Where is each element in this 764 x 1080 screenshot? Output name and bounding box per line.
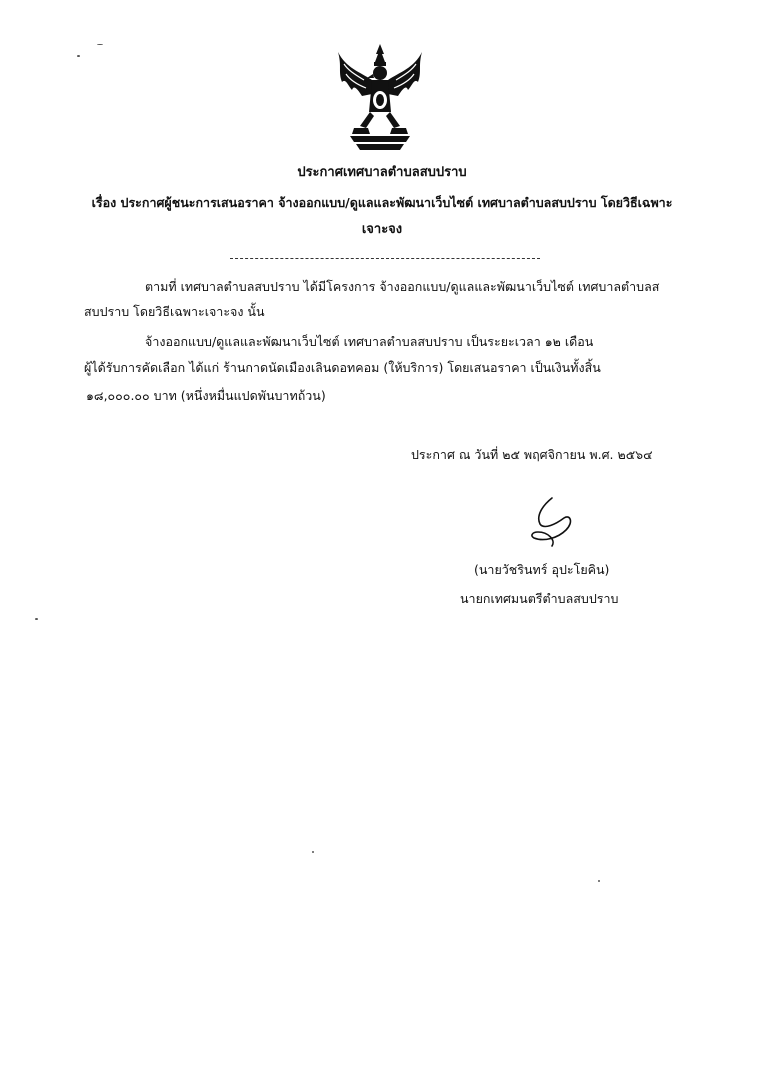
scan-speck (312, 851, 314, 853)
org-title: ประกาศเทศบาลตำบลสบปราบ (297, 165, 467, 180)
subject-line-1: เรื่อง ประกาศผู้ชนะการเสนอราคา จ้างออกแบบ/ดูแลและพัฒนาเว็บไซต์ เทศบาลตำบลสบปราบ โดยวิธีเฉพาะ (91, 195, 673, 210)
scan-speck (35, 618, 38, 620)
scan-speck (77, 55, 80, 57)
garuda-emblem-icon (334, 42, 426, 152)
paragraph-1-line-2: สบปราบ โดยวิธีเฉพาะเจาะจง นั้น (84, 304, 265, 319)
subject-line-2: เจาะจง (361, 222, 403, 237)
announce-date: ประกาศ ณ วันที่ ๒๕ พฤศจิกายน พ.ศ. ๒๕๖๔ (411, 447, 653, 462)
paragraph-2-line-1: จ้างออกแบบ/ดูแลและพัฒนาเว็บไซต์ เทศบาลตำบลสบปราบ เป็นระยะเวลา ๑๒ เดือน (145, 334, 594, 349)
paragraph-2-line-2: ผู้ได้รับการคัดเลือก ได้แก่ ร้านกาดนัดเมืองเลินดอทคอม (ให้บริการ) โดยเสนอราคา เป็นเงินทั้งสิ้น (84, 360, 601, 375)
paragraph-1-line-1: ตามที่ เทศบาลตำบลสบปราบ ได้มีโครงการ จ้างออกแบบ/ดูแลและพัฒนาเว็บไซต์ เทศบาลตำบลส (145, 279, 660, 294)
scan-speck (598, 880, 600, 882)
separator-line (230, 258, 540, 259)
scan-speck (97, 44, 103, 45)
handwritten-signature-icon (522, 494, 592, 550)
paragraph-2-line-3: ๑๘,๐๐๐.๐๐ บาท (หนึ่งหมื่นแปดพันบาทถ้วน) (86, 388, 326, 403)
signer-name: (นายวัชรินทร์ อุปะโยคิน) (474, 562, 610, 577)
signer-title: นายกเทศมนตรีตำบลสบปราบ (460, 591, 619, 606)
